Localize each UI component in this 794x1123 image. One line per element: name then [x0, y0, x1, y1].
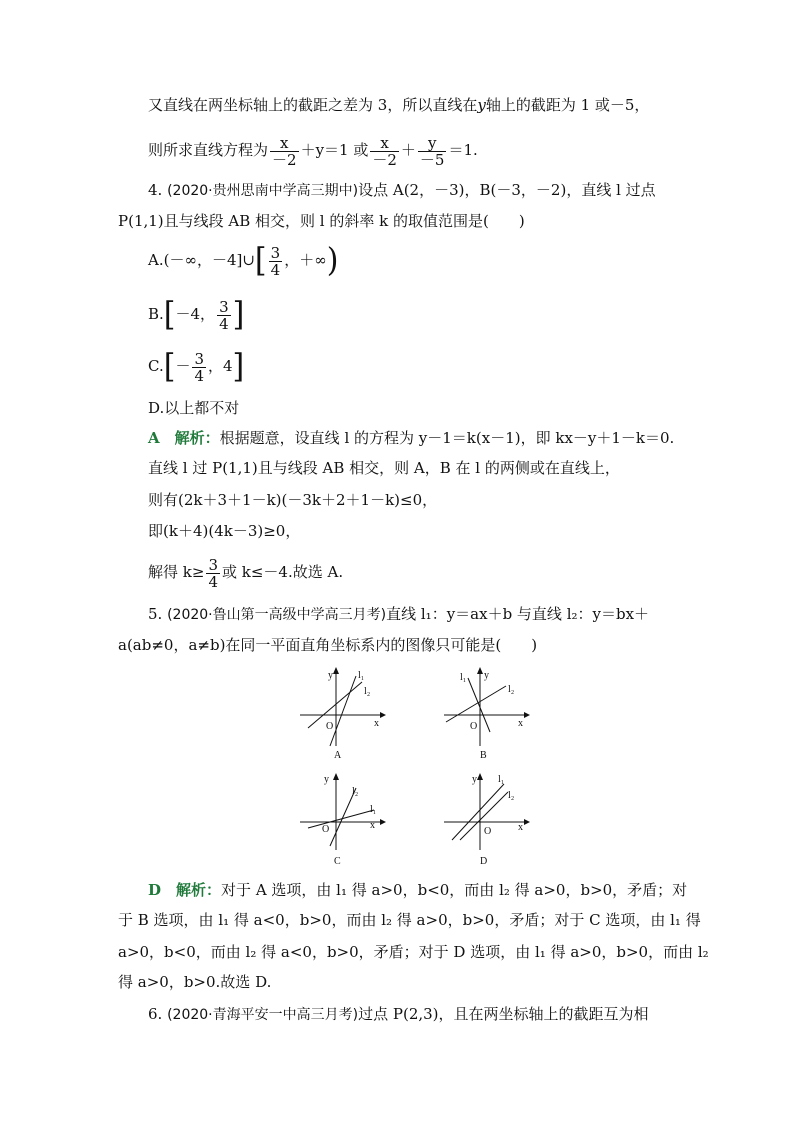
- option-text: C.: [148, 357, 164, 375]
- fraction: [206, 557, 220, 590]
- option-text: D.以上都不对: [148, 399, 240, 417]
- graph-caption: C: [334, 856, 341, 867]
- line-l2: [308, 682, 362, 728]
- y-label: y: [328, 670, 333, 681]
- graph-c: [294, 766, 394, 868]
- question-number: 6.: [148, 1005, 163, 1023]
- question-source: (2020·贵州思南中学高三期中): [167, 183, 359, 199]
- l1-label: l₁: [460, 672, 467, 683]
- x-axis-arrow: [524, 819, 530, 825]
- fraction: [269, 245, 283, 278]
- answer-4-line-2: [148, 458, 620, 478]
- answer-4-line-4: [148, 521, 300, 541]
- text: ＋: [400, 141, 416, 159]
- numerator: 3: [208, 555, 218, 574]
- l2-label: l₂: [508, 790, 515, 801]
- question-text: 设点 A(2，－3)，B(－3，－2)，直线 l 过点: [358, 181, 656, 199]
- bracket: ]: [232, 347, 245, 386]
- l1-label: l₁: [498, 774, 505, 785]
- graph-d: [438, 766, 538, 868]
- option-text: A.(－∞，－4]∪: [148, 251, 255, 269]
- analysis-text: 于 B 选项，由 l₁ 得 a<0，b>0，而由 l₂ 得 a>0，b>0，矛盾；对于 C 选项，由 l₁ 得: [118, 911, 701, 929]
- numerator: x: [370, 135, 399, 152]
- question-5-line-2: [118, 635, 537, 655]
- graph-caption: A: [334, 750, 342, 761]
- bracket: ): [326, 241, 339, 280]
- denominator: 4: [194, 366, 204, 385]
- answer-5-line-2: [118, 910, 701, 930]
- y-label: y: [484, 670, 489, 681]
- analysis-text: 根据题意，设直线 l 的方程为 y－1＝k(x－1)，即 kx－y＋1－k＝0.: [219, 429, 675, 447]
- y-label: y: [472, 774, 477, 785]
- line-l2: [446, 686, 506, 722]
- denominator: 4: [270, 260, 281, 279]
- origin-label: O: [326, 721, 334, 732]
- numerator: 3: [219, 297, 229, 316]
- question-text: P(1,1)且与线段 AB 相交，则 l 的斜率 k 的取值范围是( ): [118, 212, 525, 230]
- question-text: a(ab≠0，a≠b)在同一平面直角坐标系内的图像只可能是( ): [118, 636, 538, 654]
- question-text: 过点 P(2,3)，且在两坐标轴上的截距互为相: [358, 1005, 649, 1023]
- denominator: 4: [219, 314, 229, 333]
- answer-letter: A: [148, 429, 160, 447]
- option-text: －4，: [175, 305, 216, 323]
- x-axis-arrow: [380, 712, 386, 718]
- numerator: 3: [194, 349, 204, 368]
- option-c: [148, 346, 244, 386]
- answer-4-line-1: [148, 428, 674, 448]
- fraction: [270, 135, 299, 168]
- l1-label: l₁: [370, 804, 377, 815]
- option-a: [148, 240, 338, 280]
- question-text: 直线 l₁：y＝ax＋b 与直线 l₂：y＝bx＋: [386, 605, 650, 623]
- bracket: ]: [232, 295, 245, 334]
- denominator: －2: [272, 150, 297, 169]
- l1-label: l₁: [358, 670, 365, 681]
- numerator: y: [418, 135, 447, 152]
- option-text: －: [175, 357, 191, 375]
- option-text: ，＋∞: [284, 251, 327, 269]
- l2-label: l₂: [352, 786, 359, 797]
- text: 则所求直线方程为: [148, 141, 269, 159]
- x-label: x: [374, 718, 379, 729]
- answer-5-line-4: [118, 972, 271, 992]
- question-number: 4.: [148, 181, 163, 199]
- numerator: 3: [270, 243, 281, 262]
- question-4-line-2: [118, 211, 525, 231]
- bracket: [: [163, 347, 176, 386]
- question-number: 5.: [148, 605, 163, 623]
- l2-label: l₂: [508, 684, 515, 695]
- y-axis-arrow: [477, 667, 483, 674]
- line-l1: [452, 784, 504, 840]
- origin-label: O: [322, 824, 330, 835]
- question-source: (2020·鲁山第一高级中学高三月考): [167, 607, 387, 623]
- question-6-line-1: [148, 1004, 649, 1025]
- var: y: [477, 96, 486, 114]
- fraction: [192, 351, 206, 384]
- denominator: －5: [419, 150, 445, 169]
- origin-label: O: [484, 826, 492, 837]
- analysis-tag: 解析：: [174, 429, 220, 447]
- equation-line: [148, 132, 478, 168]
- x-label: x: [518, 822, 523, 833]
- graph-a: [294, 662, 394, 764]
- bracket: [: [254, 241, 267, 280]
- analysis-text: 即(k＋4)(4k－3)≥0，: [148, 522, 301, 540]
- analysis-text: 直线 l 过 P(1,1)且与线段 AB 相交，则 A，B 在 l 的两侧或在直线上，: [148, 459, 620, 477]
- answer-5-line-3: [118, 942, 709, 962]
- line-l1: [330, 676, 356, 746]
- analysis-text: 对于 A 选项，由 l₁ 得 a>0，b<0，而由 l₂ 得 a>0，b>0，矛盾；对: [221, 881, 688, 899]
- denominator: －2: [372, 150, 397, 169]
- x-label: x: [370, 820, 375, 831]
- answer-letter: D: [148, 881, 162, 899]
- y-label: y: [324, 774, 329, 785]
- option-text: B.: [148, 305, 164, 323]
- text-line: [148, 95, 649, 115]
- text: 又直线在两坐标轴上的截距之差为 3，所以直线在: [148, 96, 478, 114]
- line-l1: [308, 810, 374, 828]
- answer-4-line-5: [148, 552, 343, 592]
- bracket: [: [163, 295, 176, 334]
- graph-b: [438, 662, 538, 764]
- graph-caption: D: [480, 856, 488, 867]
- analysis-tag: 解析：: [176, 881, 222, 899]
- x-axis-arrow: [524, 712, 530, 718]
- origin-label: O: [470, 721, 478, 732]
- analysis-text: 解得 k≥: [148, 563, 205, 581]
- y-axis-arrow: [333, 773, 339, 780]
- x-label: x: [518, 718, 523, 729]
- x-axis-arrow: [380, 819, 386, 825]
- text: 轴上的截距为 1 或－5，: [485, 96, 650, 114]
- analysis-text: 则有(2k＋3＋1－k)(－3k＋2＋1－k)≤0，: [148, 491, 438, 509]
- y-axis-arrow: [477, 773, 483, 780]
- option-text: ，4: [208, 357, 233, 375]
- numerator: x: [270, 135, 299, 152]
- answer-4-line-3: [148, 490, 437, 510]
- text: ＝1.: [448, 141, 478, 159]
- analysis-text: a>0，b<0，而由 l₂ 得 a<0，b>0，矛盾；对于 D 选项，由 l₁ 得 a>0，b>0，而由 l₂: [118, 943, 709, 961]
- question-source: (2020·青海平安一中高三月考): [167, 1007, 359, 1023]
- denominator: 4: [208, 572, 218, 591]
- y-axis-arrow: [333, 667, 339, 674]
- fraction: [370, 135, 399, 168]
- question-4-line-1: [148, 180, 656, 201]
- fraction: [217, 299, 231, 332]
- l2-label: l₂: [364, 686, 371, 697]
- option-d: [148, 398, 239, 418]
- graph-caption: B: [480, 750, 487, 761]
- text: ＋y＝1 或: [300, 141, 369, 159]
- answer-5-line-1: [148, 880, 687, 900]
- fraction: [418, 135, 447, 168]
- analysis-text: 或 k≤－4.故选 A.: [221, 563, 344, 581]
- question-5-line-1: [148, 604, 649, 625]
- analysis-text: 得 a>0，b>0.故选 D.: [118, 973, 272, 991]
- option-b: [148, 294, 244, 334]
